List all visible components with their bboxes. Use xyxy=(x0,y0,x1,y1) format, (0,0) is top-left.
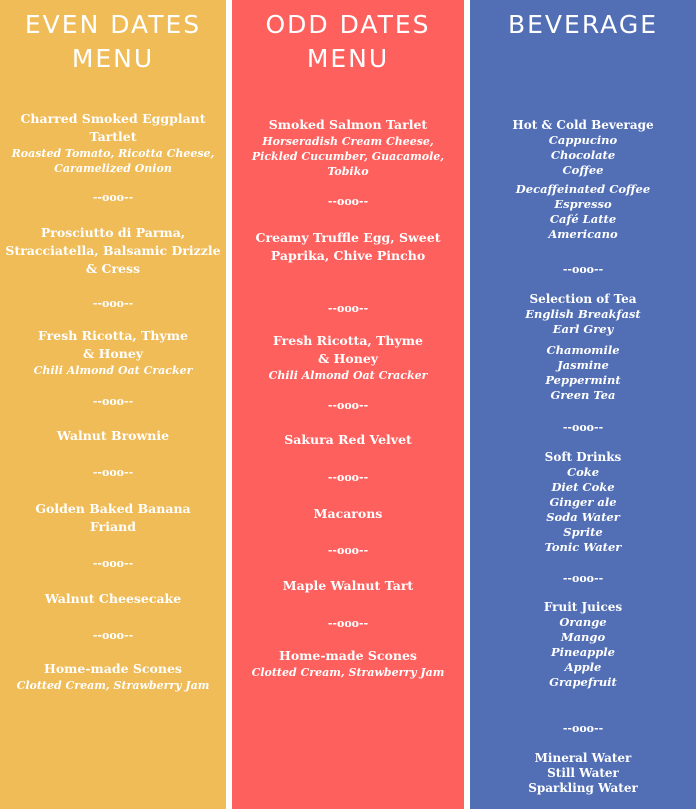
separator: --ooo-- xyxy=(92,191,134,204)
even-menu-title: EVEN DATES MENU xyxy=(24,10,202,73)
menu-item: Maple Walnut Tart xyxy=(282,578,414,593)
menu-item: Fresh Ricotta, Thyme & Honey Chili Almond Oat Cracker xyxy=(33,328,193,377)
beverage-column xyxy=(470,0,696,809)
separator: --ooo-- xyxy=(562,263,604,276)
menu-item: Golden Baked Banana Friand xyxy=(35,501,191,534)
menu-item: Sakura Red Velvet xyxy=(284,432,412,447)
menu-item: Smoked Salmon Tarlet Horseradish Cream Cheese, Pickled Cucumber, Guacamole, Tobiko xyxy=(251,117,445,178)
separator: --ooo-- xyxy=(92,557,134,570)
menu-item: Walnut Brownie xyxy=(56,428,170,443)
menu-item: Fresh Ricotta, Thyme & Honey Chili Almond Oat Cracker xyxy=(268,333,428,382)
separator: --ooo-- xyxy=(327,399,369,412)
separator: --ooo-- xyxy=(327,544,369,557)
menu-item: Charred Smoked Eggplant Tartlet Roasted Tomato, Ricotta Cheese, Caramelized Onion xyxy=(11,111,215,175)
even-dates-column xyxy=(0,0,226,809)
separator: --ooo-- xyxy=(562,421,604,434)
menu-item: Home-made Scones Clotted Cream, Strawberry Jam xyxy=(251,648,445,679)
menu-item: Creamy Truffle Egg, Sweet Paprika, Chive Pincho xyxy=(255,230,441,263)
beverage-group-fruit-juices: Fruit Juices Orange Mango Pineapple Apple Grapefruit xyxy=(543,600,623,689)
beverage-group-mineral-water: Mineral Water Still Water Sparkling Water xyxy=(528,751,638,795)
separator: --ooo-- xyxy=(327,471,369,484)
menu-item: Home-made Scones Clotted Cream, Strawberry Jam xyxy=(16,661,210,692)
beverage-group-soft-drinks: Soft Drinks Coke Diet Coke Ginger ale Soda Water Sprite Tonic Water xyxy=(544,450,622,554)
odd-menu-title: ODD DATES MENU xyxy=(265,10,431,73)
beverage-title: BEVERAGE xyxy=(507,10,659,39)
menu-item: Walnut Cheesecake xyxy=(44,591,182,606)
separator: --ooo-- xyxy=(92,297,134,310)
separator: --ooo-- xyxy=(327,302,369,315)
separator: --ooo-- xyxy=(327,195,369,208)
separator: --ooo-- xyxy=(92,395,134,408)
separator: --ooo-- xyxy=(562,572,604,585)
odd-dates-column xyxy=(232,0,464,809)
separator: --ooo-- xyxy=(92,629,134,642)
menu-item: Prosciutto di Parma, Stracciatella, Balsamic Drizzle & Cress xyxy=(5,225,221,276)
separator: --ooo-- xyxy=(92,466,134,479)
menu-item: Macarons xyxy=(313,506,383,521)
beverage-group-tea: Selection of Tea English Breakfast Earl Grey Chamomile Jasmine Peppermint Green Tea xyxy=(525,292,641,402)
separator: --ooo-- xyxy=(327,617,369,630)
separator: --ooo-- xyxy=(562,722,604,735)
beverage-group-hot-cold: Hot & Cold Beverage Cappucino Chocolate Coffee Decaffeinated Coffee Espresso Café Latte Americano xyxy=(512,118,654,241)
